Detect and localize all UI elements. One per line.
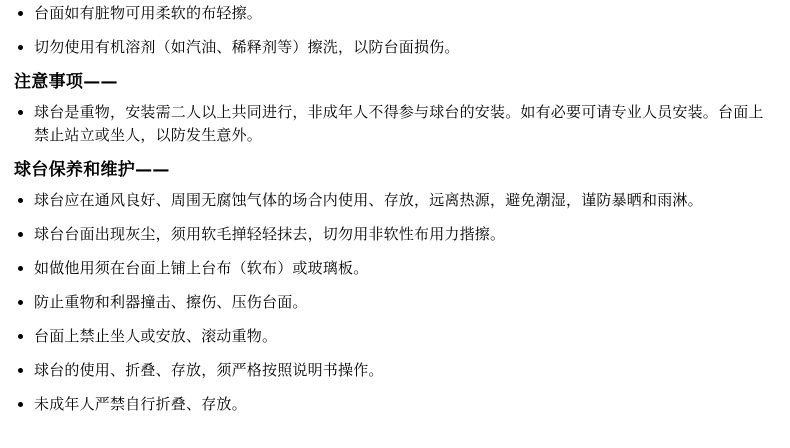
maintenance-bullet-list xyxy=(14,189,776,416)
list-item xyxy=(14,189,776,212)
list-item xyxy=(14,393,776,416)
list-item-text: 未成年人严禁自行折叠、存放。 xyxy=(34,395,247,413)
list-item-text: 如做他用须在台面上铺上台布（软布）或玻璃板。 xyxy=(34,259,369,277)
list-item-text: 球台是重物，安装需二人以上共同进行，非成年人不得参与球台的安装。如有必要可请专业人员安装。台面上禁止站立或坐人，以防发生意外。 xyxy=(34,103,764,144)
list-item xyxy=(14,223,776,246)
list-item-text: 球台台面出现灰尘，须用软毛掸轻轻抹去，切勿用非软性布用力揩擦。 xyxy=(34,225,506,243)
list-item xyxy=(14,101,776,147)
list-item-text: 球台应在通风良好、周围无腐蚀气体的场合内使用、存放，远离热源，避免潮湿，谨防暴晒和雨淋。 xyxy=(34,191,703,209)
precautions-bullet-list xyxy=(14,101,776,147)
list-item xyxy=(14,359,776,382)
list-item-text: 台面如有脏物可用柔软的布轻擦。 xyxy=(34,4,263,22)
intro-bullet-list xyxy=(14,2,776,59)
list-item-text: 台面上禁止坐人或安放、滚动重物。 xyxy=(34,327,278,345)
list-item xyxy=(14,2,776,25)
list-item-text: 球台的使用、折叠、存放，须严格按照说明书操作。 xyxy=(34,361,384,379)
section-heading-maintenance: 球台保养和维护—— xyxy=(14,160,170,180)
list-item-text: 防止重物和利器撞击、擦伤、压伤台面。 xyxy=(34,293,308,311)
section-heading-precautions: 注意事项—— xyxy=(14,72,118,92)
list-item xyxy=(14,257,776,280)
list-item xyxy=(14,325,776,348)
list-item xyxy=(14,36,776,59)
list-item-text: 切勿使用有机溶剂（如汽油、稀释剂等）擦洗，以防台面损伤。 xyxy=(34,38,460,56)
list-item xyxy=(14,291,776,314)
